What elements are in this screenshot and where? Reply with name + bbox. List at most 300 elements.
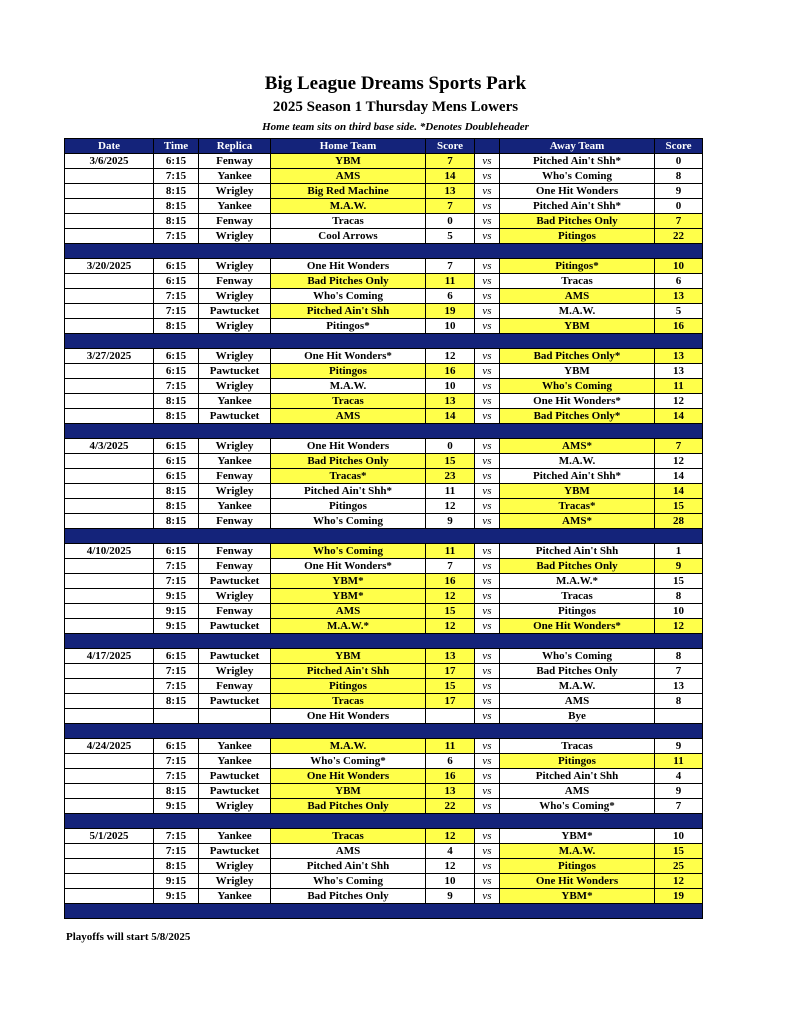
replica-field-cell: Fenway: [199, 544, 271, 559]
vs-cell: vs: [475, 589, 500, 604]
time-cell: 8:15: [154, 394, 199, 409]
time-cell: 7:15: [154, 559, 199, 574]
vs-cell: vs: [475, 574, 500, 589]
home-team-cell: Big Red Machine: [271, 184, 426, 199]
replica-field-cell: Fenway: [199, 214, 271, 229]
table-row: [65, 454, 703, 469]
date-cell: [65, 274, 154, 289]
table-row: [65, 409, 703, 424]
away-score-cell: 13: [655, 679, 703, 694]
date-cell: [65, 184, 154, 199]
replica-field-cell: Yankee: [199, 754, 271, 769]
vs-cell: vs: [475, 649, 500, 664]
date-cell: [65, 874, 154, 889]
away-team-cell: Pitingos*: [500, 259, 655, 274]
time-cell: 8:15: [154, 484, 199, 499]
home-team-cell: Who's Coming: [271, 289, 426, 304]
date-cell: [65, 469, 154, 484]
away-team-cell: YBM: [500, 484, 655, 499]
away-team-cell: Pitingos: [500, 859, 655, 874]
time-cell: 7:15: [154, 379, 199, 394]
vs-cell: vs: [475, 154, 500, 169]
time-cell: 7:15: [154, 754, 199, 769]
away-score-cell: 12: [655, 874, 703, 889]
date-cell: [65, 694, 154, 709]
home-score-cell: 0: [426, 439, 475, 454]
date-cell: 3/6/2025: [65, 154, 154, 169]
date-cell: [65, 754, 154, 769]
away-score-cell: 0: [655, 154, 703, 169]
vs-cell: vs: [475, 379, 500, 394]
time-cell: 6:15: [154, 274, 199, 289]
away-score-cell: [655, 709, 703, 724]
table-row: [65, 754, 703, 769]
away-team-cell: Pitched Ain't Shh*: [500, 199, 655, 214]
away-team-cell: M.A.W.: [500, 679, 655, 694]
home-team-cell: One Hit Wonders: [271, 709, 426, 724]
home-score-cell: 12: [426, 829, 475, 844]
away-team-cell: AMS: [500, 289, 655, 304]
table-row: [65, 709, 703, 724]
week-separator: [65, 904, 703, 919]
vs-cell: vs: [475, 349, 500, 364]
vs-cell: vs: [475, 304, 500, 319]
home-team-cell: Tracas*: [271, 469, 426, 484]
home-score-cell: 12: [426, 349, 475, 364]
home-team-cell: One Hit Wonders: [271, 259, 426, 274]
away-score-cell: 15: [655, 844, 703, 859]
away-score-cell: 12: [655, 394, 703, 409]
table-row: [65, 214, 703, 229]
replica-field-cell: Wrigley: [199, 799, 271, 814]
page-subtitle: 2025 Season 1 Thursday Mens Lowers: [272, 99, 519, 115]
away-team-cell: Pitched Ain't Shh*: [500, 154, 655, 169]
replica-field-cell: Yankee: [199, 889, 271, 904]
vs-cell: vs: [475, 679, 500, 694]
column-header-replica: Replica: [199, 139, 271, 154]
date-cell: [65, 484, 154, 499]
home-score-cell: 16: [426, 574, 475, 589]
home-team-cell: Pitingos: [271, 364, 426, 379]
away-team-cell: Pitched Ain't Shh*: [500, 469, 655, 484]
vs-cell: vs: [475, 604, 500, 619]
table-row: [65, 319, 703, 334]
time-cell: 9:15: [154, 589, 199, 604]
home-team-cell: AMS: [271, 169, 426, 184]
table-row: [65, 574, 703, 589]
date-cell: [65, 784, 154, 799]
date-cell: [65, 379, 154, 394]
date-cell: [65, 589, 154, 604]
home-team-cell: Bad Pitches Only: [271, 274, 426, 289]
date-cell: 4/10/2025: [65, 544, 154, 559]
home-team-cell: YBM*: [271, 589, 426, 604]
time-cell: 7:15: [154, 169, 199, 184]
table-row: [65, 229, 703, 244]
table-row: [65, 604, 703, 619]
home-score-cell: 17: [426, 664, 475, 679]
table-row: [65, 694, 703, 709]
replica-field-cell: Yankee: [199, 499, 271, 514]
week-separator: [65, 334, 703, 349]
away-team-cell: One Hit Wonders*: [500, 619, 655, 634]
replica-field-cell: Wrigley: [199, 259, 271, 274]
time-cell: 7:15: [154, 769, 199, 784]
away-score-cell: 10: [655, 259, 703, 274]
time-cell: 8:15: [154, 784, 199, 799]
date-cell: [65, 214, 154, 229]
replica-field-cell: Wrigley: [199, 589, 271, 604]
home-score-cell: 11: [426, 484, 475, 499]
away-score-cell: 0: [655, 199, 703, 214]
replica-field-cell: Wrigley: [199, 484, 271, 499]
table-row: [65, 274, 703, 289]
replica-field-cell: [199, 709, 271, 724]
home-score-cell: 12: [426, 619, 475, 634]
home-score-cell: 6: [426, 289, 475, 304]
home-score-cell: 12: [426, 589, 475, 604]
time-cell: 8:15: [154, 199, 199, 214]
vs-cell: vs: [475, 364, 500, 379]
home-score-cell: 9: [426, 889, 475, 904]
replica-field-cell: Pawtucket: [199, 619, 271, 634]
vs-cell: vs: [475, 514, 500, 529]
vs-cell: vs: [475, 184, 500, 199]
column-header-time: Time: [154, 139, 199, 154]
away-team-cell: AMS*: [500, 439, 655, 454]
away-score-cell: 9: [655, 559, 703, 574]
home-score-cell: 12: [426, 499, 475, 514]
table-row: [65, 184, 703, 199]
date-cell: [65, 769, 154, 784]
vs-cell: vs: [475, 439, 500, 454]
away-team-cell: Who's Coming: [500, 379, 655, 394]
vs-cell: vs: [475, 619, 500, 634]
home-score-cell: 12: [426, 859, 475, 874]
home-team-cell: Pitingos: [271, 499, 426, 514]
week-separator-row: [65, 334, 703, 349]
away-score-cell: 15: [655, 499, 703, 514]
time-cell: 7:15: [154, 289, 199, 304]
away-team-cell: Pitched Ain't Shh: [500, 544, 655, 559]
vs-cell: vs: [475, 799, 500, 814]
away-team-cell: Tracas: [500, 739, 655, 754]
table-row: [65, 889, 703, 904]
week-separator-row: [65, 724, 703, 739]
away-score-cell: 16: [655, 319, 703, 334]
week-separator: [65, 724, 703, 739]
vs-cell: vs: [475, 469, 500, 484]
column-header-away-team: Away Team: [500, 139, 655, 154]
away-team-cell: M.A.W.: [500, 304, 655, 319]
table-row: [65, 154, 703, 169]
home-team-cell: AMS: [271, 409, 426, 424]
away-team-cell: Who's Coming*: [500, 799, 655, 814]
home-team-cell: Pitched Ain't Shh: [271, 304, 426, 319]
vs-cell: vs: [475, 874, 500, 889]
home-score-cell: 14: [426, 169, 475, 184]
away-team-cell: Bad Pitches Only: [500, 214, 655, 229]
date-cell: [65, 709, 154, 724]
home-team-cell: M.A.W.: [271, 199, 426, 214]
replica-field-cell: Fenway: [199, 559, 271, 574]
vs-cell: vs: [475, 319, 500, 334]
home-score-cell: 13: [426, 394, 475, 409]
home-team-cell: Pitched Ain't Shh: [271, 664, 426, 679]
table-row: [65, 439, 703, 454]
schedule-note: Home team sits on third base side. *Denotes Doubleheader: [262, 121, 529, 133]
away-score-cell: 6: [655, 274, 703, 289]
date-cell: [65, 409, 154, 424]
time-cell: 7:15: [154, 304, 199, 319]
away-team-cell: One Hit Wonders: [500, 184, 655, 199]
away-score-cell: 7: [655, 799, 703, 814]
replica-field-cell: Wrigley: [199, 349, 271, 364]
table-row: [65, 514, 703, 529]
table-row: [65, 169, 703, 184]
home-score-cell: 16: [426, 769, 475, 784]
away-score-cell: 8: [655, 589, 703, 604]
replica-field-cell: Pawtucket: [199, 409, 271, 424]
away-team-cell: M.A.W.: [500, 844, 655, 859]
time-cell: 8:15: [154, 214, 199, 229]
home-score-cell: 11: [426, 544, 475, 559]
away-team-cell: Who's Coming: [500, 649, 655, 664]
replica-field-cell: Wrigley: [199, 319, 271, 334]
table-row: [65, 844, 703, 859]
replica-field-cell: Pawtucket: [199, 649, 271, 664]
home-team-cell: One Hit Wonders*: [271, 349, 426, 364]
home-score-cell: 7: [426, 199, 475, 214]
time-cell: 7:15: [154, 664, 199, 679]
replica-field-cell: Pawtucket: [199, 304, 271, 319]
table-row: [65, 664, 703, 679]
table-row: [65, 544, 703, 559]
away-team-cell: Tracas*: [500, 499, 655, 514]
date-cell: [65, 844, 154, 859]
vs-cell: vs: [475, 289, 500, 304]
vs-cell: vs: [475, 859, 500, 874]
replica-field-cell: Pawtucket: [199, 844, 271, 859]
away-score-cell: 12: [655, 619, 703, 634]
away-team-cell: YBM*: [500, 889, 655, 904]
away-team-cell: AMS: [500, 784, 655, 799]
column-header-away-score: Score: [655, 139, 703, 154]
home-score-cell: 4: [426, 844, 475, 859]
date-cell: [65, 454, 154, 469]
date-cell: 5/1/2025: [65, 829, 154, 844]
time-cell: 9:15: [154, 889, 199, 904]
time-cell: 6:15: [154, 469, 199, 484]
vs-cell: vs: [475, 454, 500, 469]
away-score-cell: 1: [655, 544, 703, 559]
home-team-cell: YBM: [271, 784, 426, 799]
away-score-cell: 5: [655, 304, 703, 319]
home-score-cell: 10: [426, 874, 475, 889]
vs-cell: vs: [475, 829, 500, 844]
home-score-cell: 15: [426, 454, 475, 469]
time-cell: 9:15: [154, 619, 199, 634]
date-cell: 4/17/2025: [65, 649, 154, 664]
week-separator-row: [65, 814, 703, 829]
date-cell: [65, 559, 154, 574]
table-row: [65, 304, 703, 319]
table-row: [65, 199, 703, 214]
time-cell: 7:15: [154, 229, 199, 244]
home-score-cell: 9: [426, 514, 475, 529]
date-cell: [65, 679, 154, 694]
home-score-cell: 10: [426, 319, 475, 334]
week-separator-row: [65, 904, 703, 919]
playoffs-note: Playoffs will start 5/8/2025: [66, 931, 191, 943]
away-score-cell: 25: [655, 859, 703, 874]
replica-field-cell: Fenway: [199, 274, 271, 289]
date-cell: 3/27/2025: [65, 349, 154, 364]
time-cell: 7:15: [154, 679, 199, 694]
replica-field-cell: Fenway: [199, 469, 271, 484]
home-team-cell: Tracas: [271, 214, 426, 229]
time-cell: 8:15: [154, 184, 199, 199]
away-team-cell: AMS: [500, 694, 655, 709]
away-score-cell: 14: [655, 409, 703, 424]
time-cell: 8:15: [154, 859, 199, 874]
away-team-cell: Pitched Ain't Shh: [500, 769, 655, 784]
home-team-cell: M.A.W.: [271, 739, 426, 754]
away-score-cell: 9: [655, 784, 703, 799]
home-score-cell: 17: [426, 694, 475, 709]
schedule-body: [65, 154, 703, 919]
away-team-cell: One Hit Wonders*: [500, 394, 655, 409]
time-cell: 8:15: [154, 694, 199, 709]
time-cell: 7:15: [154, 574, 199, 589]
vs-cell: vs: [475, 844, 500, 859]
table-row: [65, 874, 703, 889]
away-score-cell: 7: [655, 214, 703, 229]
date-cell: 4/24/2025: [65, 739, 154, 754]
time-cell: 8:15: [154, 319, 199, 334]
vs-cell: vs: [475, 274, 500, 289]
table-row: [65, 499, 703, 514]
home-team-cell: M.A.W.*: [271, 619, 426, 634]
date-cell: [65, 199, 154, 214]
replica-field-cell: Wrigley: [199, 289, 271, 304]
away-score-cell: 14: [655, 484, 703, 499]
time-cell: 6:15: [154, 544, 199, 559]
home-score-cell: 16: [426, 364, 475, 379]
table-row: [65, 379, 703, 394]
time-cell: 6:15: [154, 349, 199, 364]
time-cell: 7:15: [154, 829, 199, 844]
away-score-cell: 28: [655, 514, 703, 529]
home-score-cell: [426, 709, 475, 724]
away-team-cell: Pitingos: [500, 754, 655, 769]
home-score-cell: 14: [426, 409, 475, 424]
replica-field-cell: Yankee: [199, 169, 271, 184]
date-cell: [65, 229, 154, 244]
replica-field-cell: Yankee: [199, 394, 271, 409]
home-team-cell: Who's Coming: [271, 544, 426, 559]
time-cell: 6:15: [154, 259, 199, 274]
away-score-cell: 4: [655, 769, 703, 784]
time-cell: 7:15: [154, 844, 199, 859]
home-team-cell: Tracas: [271, 694, 426, 709]
time-cell: 6:15: [154, 154, 199, 169]
week-separator: [65, 634, 703, 649]
page-title: Big League Dreams Sports Park: [264, 73, 527, 94]
schedule-table: [64, 138, 703, 919]
replica-field-cell: Fenway: [199, 679, 271, 694]
vs-cell: vs: [475, 784, 500, 799]
away-team-cell: Bad Pitches Only: [500, 664, 655, 679]
date-cell: [65, 799, 154, 814]
home-score-cell: 19: [426, 304, 475, 319]
home-score-cell: 13: [426, 649, 475, 664]
replica-field-cell: Yankee: [199, 739, 271, 754]
away-score-cell: 8: [655, 649, 703, 664]
replica-field-cell: Wrigley: [199, 229, 271, 244]
away-score-cell: 15: [655, 574, 703, 589]
vs-cell: vs: [475, 709, 500, 724]
table-row: [65, 739, 703, 754]
away-team-cell: Bad Pitches Only: [500, 559, 655, 574]
time-cell: 8:15: [154, 499, 199, 514]
replica-field-cell: Fenway: [199, 514, 271, 529]
replica-field-cell: Pawtucket: [199, 574, 271, 589]
away-team-cell: Bad Pitches Only*: [500, 409, 655, 424]
away-score-cell: 14: [655, 469, 703, 484]
home-score-cell: 5: [426, 229, 475, 244]
vs-cell: vs: [475, 229, 500, 244]
date-cell: 4/3/2025: [65, 439, 154, 454]
date-cell: [65, 889, 154, 904]
date-cell: [65, 574, 154, 589]
date-cell: [65, 319, 154, 334]
away-team-cell: Who's Coming: [500, 169, 655, 184]
table-row: [65, 679, 703, 694]
away-team-cell: Pitingos: [500, 229, 655, 244]
replica-field-cell: Pawtucket: [199, 364, 271, 379]
date-cell: 3/20/2025: [65, 259, 154, 274]
home-score-cell: 7: [426, 259, 475, 274]
away-team-cell: Tracas: [500, 589, 655, 604]
away-score-cell: 11: [655, 379, 703, 394]
away-team-cell: AMS*: [500, 514, 655, 529]
home-team-cell: AMS: [271, 844, 426, 859]
week-separator-row: [65, 529, 703, 544]
home-score-cell: 15: [426, 679, 475, 694]
time-cell: 9:15: [154, 874, 199, 889]
table-row: [65, 259, 703, 274]
replica-field-cell: Pawtucket: [199, 784, 271, 799]
replica-field-cell: Fenway: [199, 154, 271, 169]
home-team-cell: Who's Coming: [271, 874, 426, 889]
home-team-cell: Tracas: [271, 829, 426, 844]
date-cell: [65, 364, 154, 379]
vs-cell: vs: [475, 559, 500, 574]
away-team-cell: One Hit Wonders: [500, 874, 655, 889]
home-score-cell: 22: [426, 799, 475, 814]
home-team-cell: Who's Coming: [271, 514, 426, 529]
time-cell: 6:15: [154, 649, 199, 664]
away-team-cell: YBM: [500, 319, 655, 334]
home-score-cell: 13: [426, 784, 475, 799]
date-cell: [65, 514, 154, 529]
week-separator-row: [65, 244, 703, 259]
away-score-cell: 8: [655, 169, 703, 184]
home-score-cell: 11: [426, 739, 475, 754]
date-cell: [65, 304, 154, 319]
table-row: [65, 784, 703, 799]
